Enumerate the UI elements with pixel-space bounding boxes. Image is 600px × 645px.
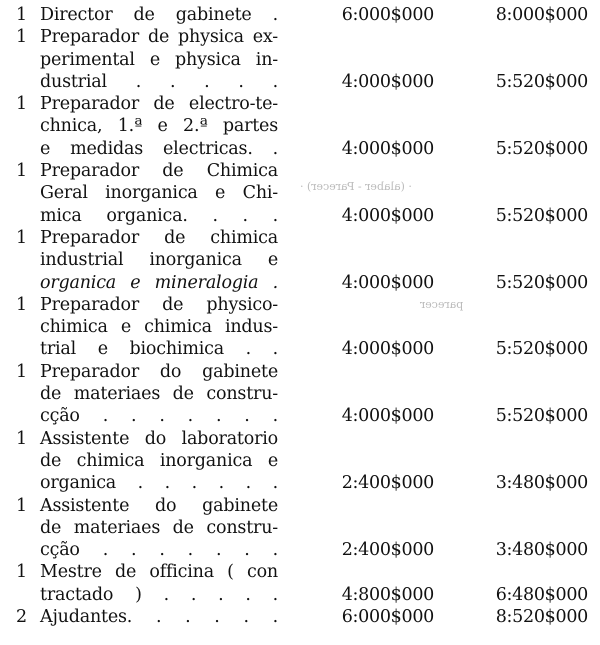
position-title-line: perimental e physica in- xyxy=(40,49,278,70)
position-title-line: de chimica inorganica e xyxy=(40,450,278,471)
salary-value-1: 2:400$000 xyxy=(341,540,434,561)
salary-value-2: 5:520$000 xyxy=(495,71,588,92)
salary-value-1: 6:000$000 xyxy=(341,5,434,25)
bleed-through-mark: parecer xyxy=(420,298,464,311)
position-title-line: Preparador de Chimica xyxy=(40,161,278,182)
position-title-line: cção . . . . . . . xyxy=(40,540,278,561)
quantity: 1 xyxy=(16,161,28,182)
salary-value-2: 8:000$000 xyxy=(495,5,588,25)
salary-value-1: 2:400$000 xyxy=(341,473,434,494)
table-row xyxy=(0,361,600,428)
salary-value-2: 5:520$000 xyxy=(495,406,588,427)
salary-value-2: 5:520$000 xyxy=(495,272,588,293)
position-title-line: de materiaes de constru- xyxy=(40,517,278,538)
quantity: 1 xyxy=(16,294,28,315)
salary-value-2: 3:480$000 xyxy=(495,473,588,494)
quantity: 1 xyxy=(16,227,28,248)
position-title-line: organica e mineralogia . xyxy=(40,272,278,293)
position-title-line: de materiaes de constru- xyxy=(40,384,278,405)
position-title-line: cção . . . . . . . xyxy=(40,406,278,427)
table-row xyxy=(0,160,600,227)
position-title-line: mica organica. . . . xyxy=(40,205,278,226)
salary-value-1: 4:000$000 xyxy=(341,138,434,159)
position-title-line: Preparador de chimica xyxy=(40,227,278,248)
salary-value-2: 5:520$000 xyxy=(495,138,588,159)
table-row xyxy=(0,606,600,628)
quantity: 1 xyxy=(16,361,28,382)
salary-value-1: 4:000$000 xyxy=(341,406,434,427)
position-title-line: Assistente do laboratorio xyxy=(40,428,278,449)
position-title-line: chimica e chimica indus- xyxy=(40,317,278,338)
position-title-line: Preparador de physica ex- xyxy=(40,27,278,48)
position-title-line: Preparador do gabinete xyxy=(40,361,278,382)
table-row xyxy=(0,495,600,562)
salary-value-2: 6:480$000 xyxy=(495,584,588,605)
salary-value-2: 5:520$000 xyxy=(495,205,588,226)
salary-table xyxy=(0,4,600,628)
quantity: 1 xyxy=(16,5,28,25)
salary-value-1: 4:000$000 xyxy=(341,205,434,226)
position-title-line: Preparador de physico- xyxy=(40,294,278,315)
salary-value-2: 8:520$000 xyxy=(495,607,588,628)
position-title-line: e medidas electricas. . xyxy=(40,138,278,159)
quantity: 2 xyxy=(16,607,28,628)
table-row xyxy=(0,26,600,93)
quantity: 1 xyxy=(16,495,28,516)
quantity: 1 xyxy=(16,428,28,449)
salary-value-1: 6:000$000 xyxy=(341,607,434,628)
position-title-line: organica . . . . . . xyxy=(40,473,278,494)
table-row xyxy=(0,428,600,495)
salary-value-1: 4:800$000 xyxy=(341,584,434,605)
salary-value-1: 4:000$000 xyxy=(341,339,434,360)
table-row xyxy=(0,561,600,606)
position-title-line: Ajudantes. . . . . . xyxy=(40,607,278,628)
table-row xyxy=(0,93,600,160)
position-title-line: dustrial . . . . . xyxy=(40,71,278,92)
position-title-line: chnica, 1.ª e 2.ª partes xyxy=(40,116,278,137)
salary-value-2: 5:520$000 xyxy=(495,339,588,360)
position-title-line: Assistente do gabinete xyxy=(40,495,278,516)
position-title-line: industrial inorganica e xyxy=(40,250,278,271)
position-title-line: Preparador de electro-te- xyxy=(40,94,278,115)
salary-value-1: 4:000$000 xyxy=(341,272,434,293)
bleed-through-mark: · (alaber - Parecer) · xyxy=(300,180,412,193)
position-title-line: Mestre de officina ( con xyxy=(40,562,278,583)
quantity: 1 xyxy=(16,562,28,583)
position-title-line: Geral inorganica e Chi- xyxy=(40,183,278,204)
position-title-line: tractado ) . . . . . xyxy=(40,584,278,605)
quantity: 1 xyxy=(16,94,28,115)
quantity: 1 xyxy=(16,27,28,48)
position-title-line: Director de gabinete . xyxy=(40,5,278,25)
salary-value-2: 3:480$000 xyxy=(495,540,588,561)
table-row xyxy=(0,227,600,294)
position-title-line: trial e biochimica . . xyxy=(40,339,278,360)
salary-value-1: 4:000$000 xyxy=(341,71,434,92)
table-row xyxy=(0,294,600,361)
table-row xyxy=(0,4,600,26)
